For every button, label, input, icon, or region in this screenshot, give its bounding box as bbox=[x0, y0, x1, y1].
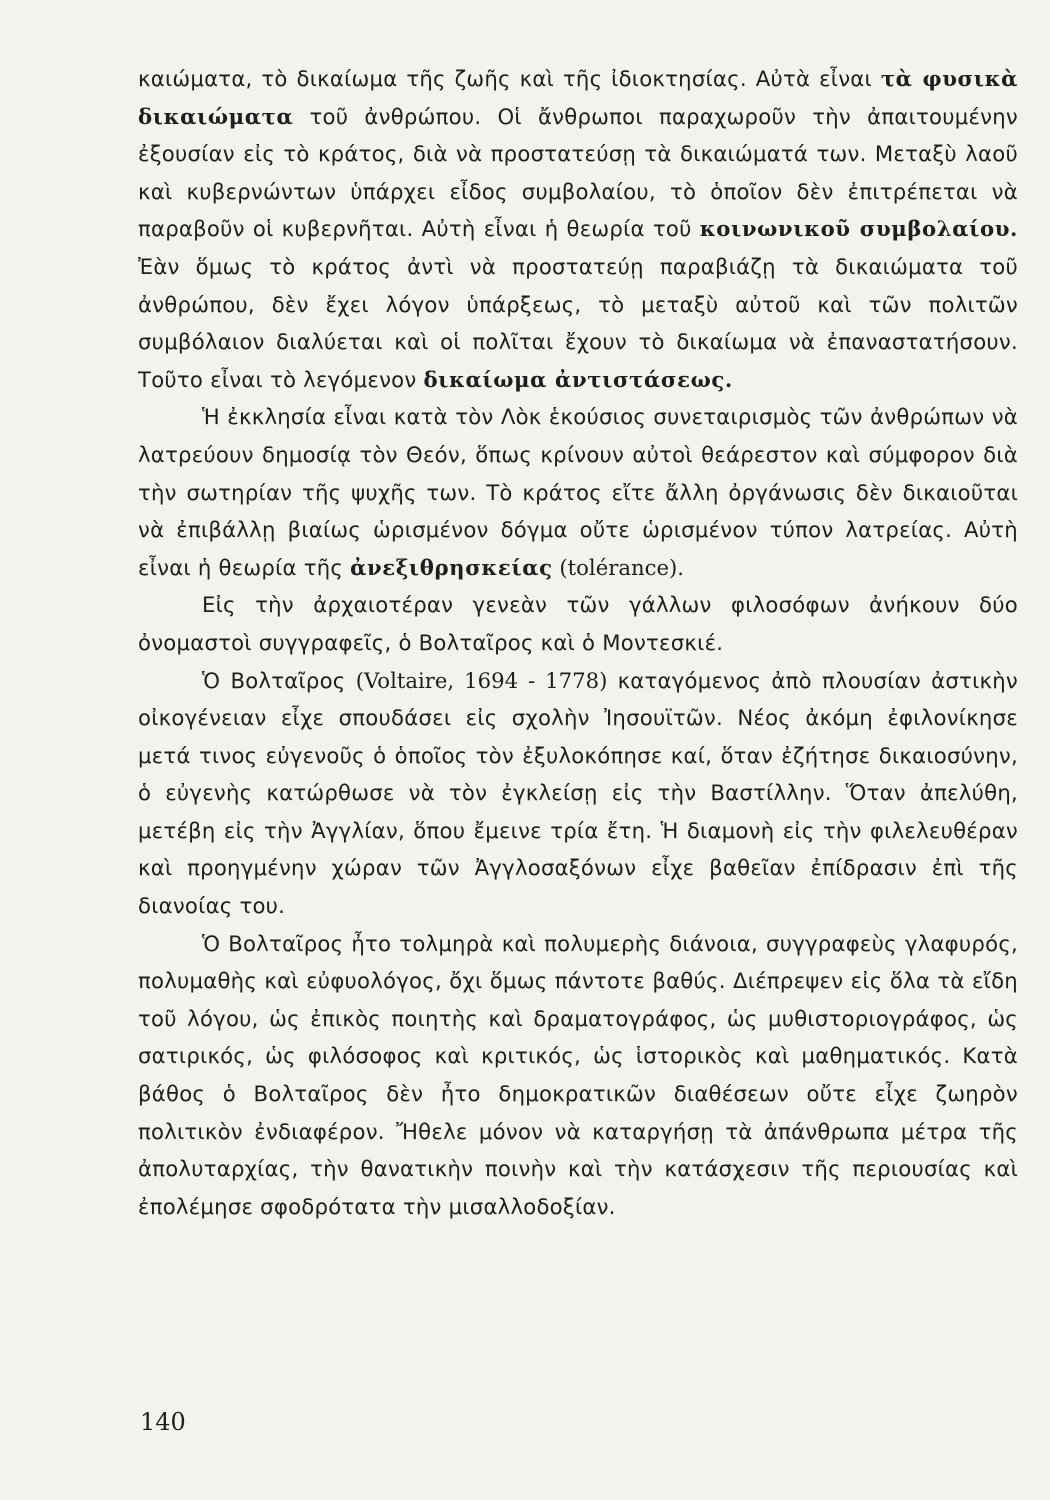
paragraph-2 bbox=[138, 398, 1018, 586]
text-run: καιώματα, τὸ δικαίωμα τῆς ζωῆς καὶ τῆς ἰδιοκτησίας. Αὐτὰ εἶναι bbox=[138, 66, 881, 91]
term-right-of-resistance: δικαίωμα ἀντιστάσεως. bbox=[423, 366, 733, 392]
term-tolerance: ἀνεξιθρησκείας bbox=[350, 554, 553, 580]
voltaire-dates: (Voltaire, 1694 - 1778) bbox=[355, 667, 608, 693]
text-run: Ὁ Βολταῖρος bbox=[202, 667, 356, 693]
text-run: Ὁ Βολταῖρος ἦτο τολμηρὰ καὶ πολυμερὴς διάνοια, συγγραφεὺς γλαφυρός, πολυμαθὴς καὶ εὐφυολόγος, ὄχι ὅμως πάντοτε βαθύς. Διέπρεψεν εἰς ὅλα τὰ εἴδη τοῦ λόγου, ὡς ἐπικὸς ποιητὴς καὶ δραματογράφος, ὡς μυθιστοριογράφος, ὡς σατιρικός, ὡς φιλόσοφος καὶ κριτικός, ὡς ἱστορικὸς καὶ μαθηματικός. Κατὰ βάθος ὁ Βολταῖρος δὲν ἦτο δημοκρατικῶν διαθέσεων οὔτε εἶχε ζωηρὸν πολιτικὸν ἐνδιαφέρον. Ἤθελε μόνον νὰ καταργήσῃ τὰ ἀπάνθρωπα μέτρα τῆς ἀπολυταρχίας, τὴν θανατικὴν ποινὴν καὶ τὴν κατάσχεσιν τῆς περιουσίας καὶ ἐπολέμησε σφοδρότατα τὴν μισαλλοδοξίαν. bbox=[138, 930, 1018, 1219]
paragraph-3 bbox=[138, 586, 1018, 661]
body-text bbox=[138, 60, 1018, 1225]
paragraph-5 bbox=[138, 925, 1018, 1226]
paragraph-1 bbox=[138, 60, 1018, 398]
text-run: Ἡ ἐκκλησία εἶναι κατὰ τὸν Λὸκ ἑκούσιος συνεταιρισμὸς τῶν ἀνθρώπων νὰ λατρεύουν δημοσίᾳ τὸν Θεόν, ὅπως κρίνουν αὐτοὶ θεάρεστον καὶ σύμφορον διὰ τὴν σωτηρίαν τῆς ψυχῆς των. Τὸ κράτος εἴτε ἄλλη ὀργάνωσις δὲν δικαιοῦται νὰ ἐπιβάλλῃ βιαίως ὡρισμένον δόγμα οὔτε ὡρισμένον τύπον λατρείας. Αὐτὴ εἶναι ἡ θεωρία τῆς bbox=[138, 404, 1018, 580]
text-run: Ἐὰν ὅμως τὸ κράτος ἀντὶ νὰ προστατεύῃ παραβιάζῃ τὰ δικαιώματα τοῦ ἀνθρώπου, δὲν ἔχει λόγον ὑπάρξεως, τὸ μεταξὺ αὐτοῦ καὶ τῶν πολιτῶν συμβόλαιον διαλύεται καὶ οἱ πολῖται ἔχουν τὸ δικαίωμα νὰ ἐπαναστατήσουν. Τοῦτο εἶναι τὸ λεγόμενον bbox=[138, 253, 1018, 392]
text-run: καταγόμενος ἀπὸ πλουσίαν ἀστικὴν οἰκογένειαν εἶχε σπουδάσει εἰς σχολὴν Ἰησουϊτῶν. Νέος ἀκόμη ἐφιλονίκησε μετά τινος εὐγενοῦς ὁ ὁποῖος τὸν ἐξυλοκόπησε καί, ὅταν ἐζήτησε δικαιοσύνην, ὁ εὐγενὴς κατώρθωσε νὰ τὸν ἐγκλείσῃ εἰς τὴν Βαστίλλην. Ὅταν ἀπελύθη, μετέβη εἰς τὴν Ἀγγλίαν, ὅπου ἔμεινε τρία ἔτη. Ἡ διαμονὴ εἰς τὴν φιλελευθέραν καὶ προηγμένην χώραν τῶν Ἀγγλοσαξόνων εἶχε βαθεῖαν ἐπίδρασιν ἐπὶ τῆς διανοίας του. bbox=[138, 667, 1018, 919]
term-social-contract: κοινωνικοῦ συμβολαίου. bbox=[699, 216, 1018, 242]
term-natural-rights: τὰ φυσικὰ δικαιώματα bbox=[138, 66, 1018, 129]
text-run: Εἰς τὴν ἀρχαιοτέραν γενεὰν τῶν γάλλων φιλοσόφων ἀνήκουν δύο ὀνομαστοὶ συγγραφεῖς, ὁ Βολταῖρος καὶ ὁ Μοντεσκιέ. bbox=[138, 592, 1018, 655]
text-run: (tolérance). bbox=[552, 554, 685, 580]
paragraph-4 bbox=[138, 662, 1018, 925]
page-number: 140 bbox=[140, 1408, 186, 1436]
text-run: τοῦ ἀνθρώπου. Οἱ ἄνθρωποι παραχωροῦν τὴν ἀπαιτουμένην ἐξουσίαν εἰς τὸ κράτος, διὰ νὰ προστατεύσῃ τὰ δικαιώματά των. Μεταξὺ λαοῦ καὶ κυβερνώντων ὑπάρχει εἶδος συμβολαίου, τὸ ὁποῖον δὲν ἐπιτρέπεται νὰ παραβοῦν οἱ κυβερνῆται. Αὐτὴ εἶναι ἡ θεωρία τοῦ bbox=[138, 103, 1018, 242]
